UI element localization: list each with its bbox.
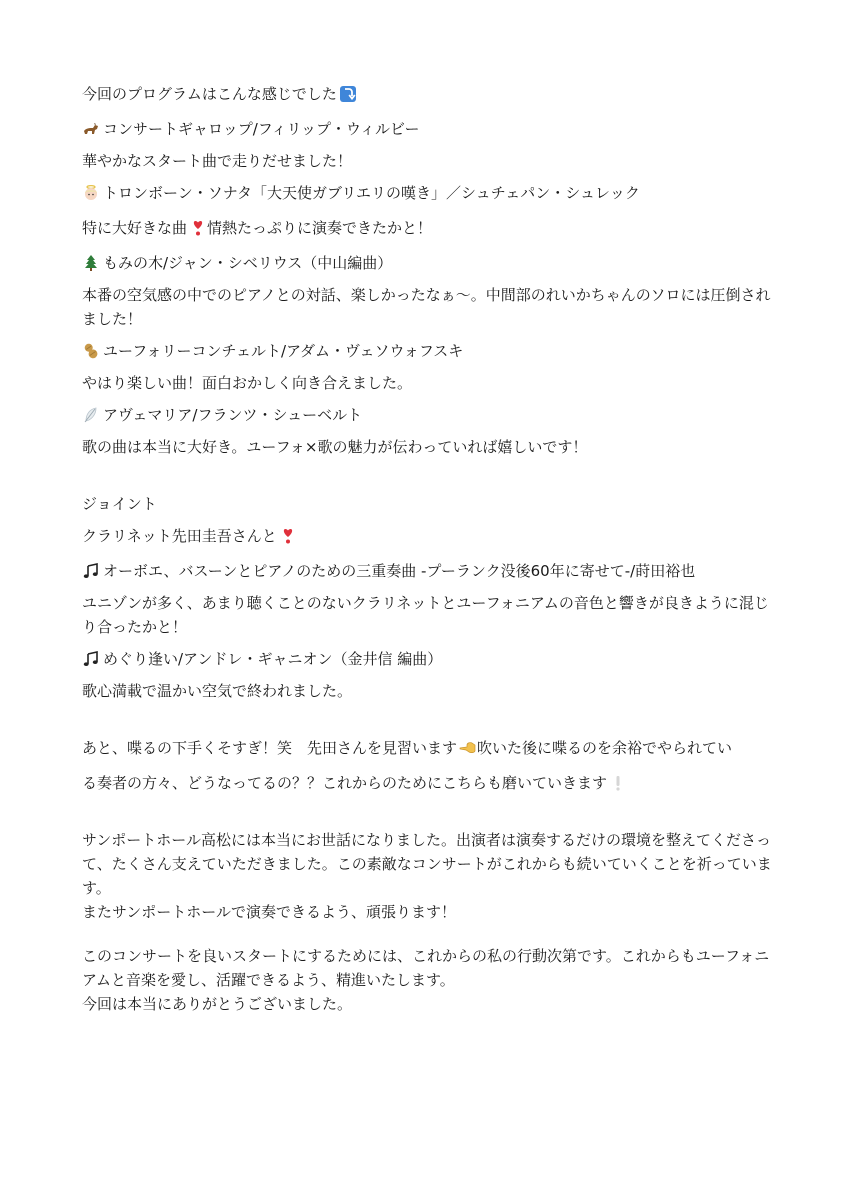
talk-line-1: あと、喋るの下手くそすぎ！笑 先田さんを見習います 吹いた後に喋るのを余裕でやられてい [82,739,733,757]
final-thanks-line: 今回は本当にありがとうございました。 [82,995,353,1013]
joint-piece-comment: 歌心満載で温かい空気で終われました。 [82,682,353,700]
peanut-icon [82,342,100,360]
arrow-down-emoji-icon [339,85,357,103]
red-exclamation-heart-icon [279,527,297,545]
joint-piece-title: オーボエ、バスーンとピアノのための三重奏曲 -プーランク没後60年に寄せて-/莳田裕也 [82,559,772,583]
joint-piece-comment: ユニゾンが多く、あまり聴くことのないクラリネットとユーフォニアムの音色と響きが良きように混じり合ったかと！ [82,594,769,636]
feather-icon [82,406,100,424]
program-item-comment: 本番の空気感の中でのピアノとの対話、楽しかったなぁ〜。中間部のれいかちゃんのソロには圧倒されました！ [82,286,771,328]
closing-paragraph: このコンサートを良いスタートにするためには、これからの私の行動次第です。これからもユーフォニアムと音楽を愛し、活躍できるよう、精進いたします。 [82,947,770,989]
music-note-icon [82,650,100,668]
program-item-comment: 特に大好きな曲 情熱たっぷりに演奏できたかと！ [82,219,433,237]
intro-text: 今回のプログラムはこんな感じでした [82,85,337,103]
thanks-hall-paragraph: サンポートホール高松には本当にお世話になりました。出演者は演奏するだけの環境を整えてくださって、たくさん支えていただきました。この素敵なコンサートがこれからも続いていくことを祈っています。 [82,831,772,897]
joint-heading: ジョイント [82,495,157,513]
talk-line-2: る奏者の方々、どうなってるの？？これからのためにこちらも磨いていきます [82,771,772,795]
red-exclamation-heart-icon [189,219,207,237]
pointing-hand-icon [459,739,477,757]
intro-line [82,82,772,106]
program-item-comment: 歌の曲は本当に大好き。ユーフォ×歌の魅力が伝わっていれば嬉しいです！ [82,438,588,456]
white-exclamation-icon [609,774,627,792]
program-item-title: アヴェマリア/フランツ・シューベルト [82,403,772,427]
music-note-icon [82,562,100,580]
horse-icon [82,120,100,138]
angel-icon [82,184,100,202]
document-page [82,82,772,1016]
tree-icon [82,254,100,272]
hall-again-line: またサンポートホールで演奏できるよう、頑張ります！ [82,903,456,921]
program-item-comment: やはり楽しい曲！面白おかしく向き合えました。 [82,374,413,392]
program-item-title: ユーフォリーコンチェルト/アダム・ヴェソウォフスキ [82,339,772,363]
program-item-title: コンサートギャロップ/フィリップ・ウィルビー [82,117,772,141]
program-item-comment: 華やかなスタート曲で走りだせました！ [82,152,353,170]
joint-piece-title: めぐり逢い/アンドレ・ギャニオン（金井信 編曲） [82,647,772,671]
joint-partner: クラリネット先田圭吾さんと [82,524,772,548]
program-item-title: もみの木/ジャン・シベリウス（中山編曲） [82,251,772,275]
program-item-title: トロンボーン・ソナタ「大天使ガブリエリの嘆き」／シュチェパン・シュレック [82,181,772,205]
